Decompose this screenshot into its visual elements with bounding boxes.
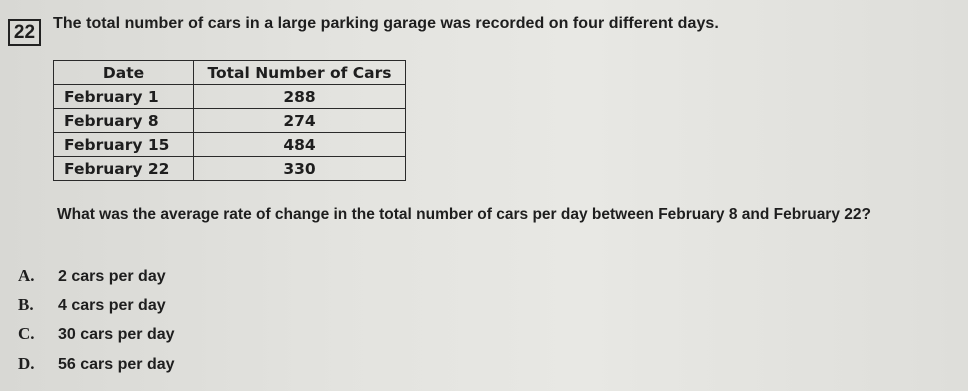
question-stem: The total number of cars in a large parking garage was recorded on four different days. — [53, 15, 719, 32]
table-cell-date: February 15 — [54, 133, 194, 157]
choice-text: 56 cars per day — [58, 356, 175, 373]
table-row — [54, 85, 406, 109]
table-row — [54, 133, 406, 157]
choice-text: 2 cars per day — [58, 268, 166, 285]
table-row — [54, 109, 406, 133]
choice-text: 30 cars per day — [58, 326, 175, 343]
choice-letter: D. — [18, 354, 35, 373]
table-row — [54, 157, 406, 181]
choice-text: 4 cars per day — [58, 297, 166, 314]
choice-letter: C. — [18, 324, 35, 343]
choice-c[interactable] — [18, 324, 175, 344]
choice-letter: B. — [18, 295, 34, 314]
table-cell-date: February 1 — [54, 85, 194, 109]
choice-d[interactable] — [18, 354, 175, 374]
table-cell-cars: 330 — [194, 157, 406, 181]
table-cell-cars: 484 — [194, 133, 406, 157]
column-header-date: Date — [54, 61, 194, 85]
column-header-total-cars: Total Number of Cars — [194, 61, 406, 85]
table-cell-cars: 274 — [194, 109, 406, 133]
choice-letter: A. — [18, 266, 35, 285]
choice-b[interactable] — [18, 295, 166, 315]
choice-a[interactable] — [18, 266, 166, 286]
question-prompt: What was the average rate of change in the total number of cars per day between February 8 and February 22? — [57, 206, 871, 223]
table-cell-date: February 22 — [54, 157, 194, 181]
table-cell-cars: 288 — [194, 85, 406, 109]
table-header-row — [54, 61, 406, 85]
cars-table — [53, 60, 406, 181]
question-number: 22 — [8, 19, 41, 46]
table-cell-date: February 8 — [54, 109, 194, 133]
